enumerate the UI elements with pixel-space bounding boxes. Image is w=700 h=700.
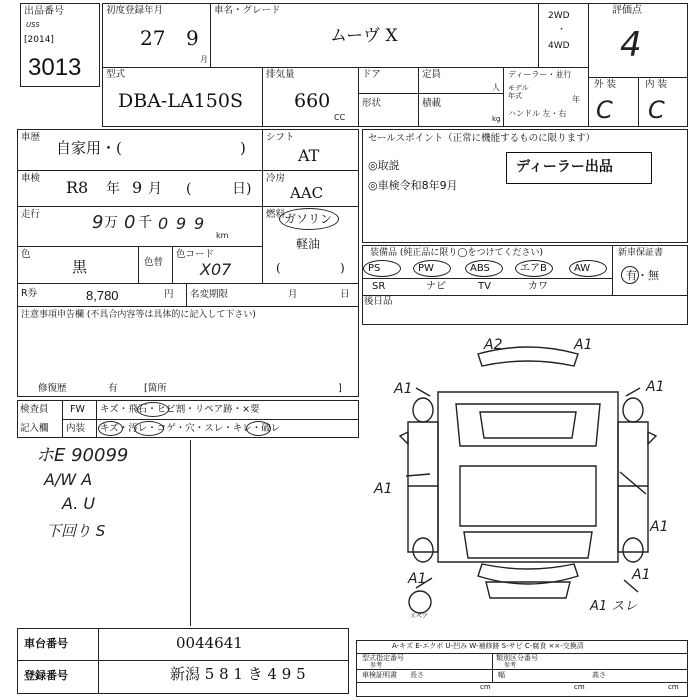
ac-value: AAC <box>290 184 324 202</box>
capacity-unit: 人 <box>492 83 500 92</box>
grade-ext-label: 外 装 <box>594 79 617 90</box>
color-value: 黒 <box>72 258 88 276</box>
notes-label: 注意事項申告欄 (不具合内容等は具体的に記入して下さい) <box>21 310 256 320</box>
reg-year: 27 <box>140 26 166 50</box>
color-code-label: 色コード <box>176 249 215 260</box>
fuel-circle <box>279 208 339 230</box>
width-unit: cm <box>574 683 585 691</box>
reg-month-unit: 月 <box>200 55 208 64</box>
equip-item: ABS <box>470 263 490 274</box>
cert-label: 車検証明書 <box>362 671 397 679</box>
sales-item-2: ◎車検令和8年9月 <box>368 179 458 192</box>
model-year-unit: 年 <box>572 95 580 104</box>
reg-number-label: 登録番号 <box>24 669 68 682</box>
sales-label: セールスポイント（正常に機能するものに限ります） <box>368 133 596 144</box>
mark-rub <box>246 421 271 436</box>
repair-place-close: ] <box>338 383 342 394</box>
dmg-mark-6: A1 <box>650 519 669 535</box>
length-label: 長さ <box>410 671 424 679</box>
equip-item: エアB <box>520 263 547 274</box>
lot-year: [2014] <box>24 35 54 45</box>
name-change-month: 月 <box>288 289 298 300</box>
category-ref: 参考 <box>504 662 517 669</box>
equip-label: 装備品 (純正品に限り◯をつけてください) <box>370 248 543 258</box>
handnote-2: A/W A <box>44 470 93 489</box>
equip-item-circle <box>569 260 607 277</box>
reg-label: 初度登録年月 <box>106 5 164 16</box>
mileage-d2: 0 <box>124 212 136 233</box>
equip-item-row2: ナビ <box>426 281 446 292</box>
drive-2wd: 2WD <box>548 11 570 21</box>
load-label: 積載 <box>422 98 442 109</box>
dmg-mark-5: A1 <box>374 481 393 497</box>
equip-item: AW <box>574 263 591 274</box>
score-label: 評価点 <box>612 5 642 16</box>
mileage-d1: 9 <box>92 212 104 233</box>
fuel-paren-open: ( <box>276 261 281 275</box>
equip-item-circle <box>363 260 401 277</box>
mileage-u1: 万 <box>104 215 118 231</box>
dmg-mark-2: A1 <box>574 337 593 353</box>
width-label: 幅 <box>498 671 505 679</box>
spare-label: スペア <box>410 613 429 620</box>
dmg-mark-7: A1 <box>408 571 427 587</box>
lot-number: 3013 <box>28 54 82 81</box>
fuel-label: 燃料 <box>266 209 286 220</box>
warranty-label: 新車保証書 <box>618 248 664 258</box>
auction-logo: USS <box>26 21 40 29</box>
history-value: 自家用・( <box>56 139 122 157</box>
mileage-d5: 9 <box>194 214 205 233</box>
mark-scratch <box>98 421 123 436</box>
warranty-value: 有・無 <box>626 269 659 282</box>
record-label: 記入欄 <box>20 423 49 434</box>
drive-4wd: 4WD <box>548 41 570 51</box>
fuel-paren-close: ) <box>340 261 345 275</box>
equip-item-circle <box>465 260 503 277</box>
inspection-era: R8 <box>66 178 89 197</box>
inspection-year-unit: 年 <box>106 181 120 197</box>
color-label: 色 <box>21 249 31 260</box>
dmg-mark-3: A1 <box>394 381 413 397</box>
equip-item-circle <box>413 260 451 277</box>
reg-number-value: 新潟 5 8 1 き 4 9 5 <box>170 665 306 683</box>
recycle-value: 8,780 <box>86 288 119 303</box>
recycle-label: R券 <box>21 288 38 299</box>
mark-chipping <box>137 402 169 417</box>
mileage-unit: km <box>216 231 229 240</box>
model-designation-ref: 参考 <box>370 662 383 669</box>
inspector-row-1: キズ・飛石・ヒビ割・リペア跡・×要 <box>100 404 260 415</box>
shift-value: AT <box>298 146 320 165</box>
warranty-circle <box>621 266 639 284</box>
lot-label: 出品番号 <box>24 6 64 17</box>
color-code: X07 <box>200 260 232 279</box>
equip-item-row2: カワ <box>528 281 548 292</box>
length-unit: cm <box>480 683 491 691</box>
repair-place: [箇所 <box>144 383 167 394</box>
model-designation-label: 型式指定番号 <box>362 654 404 662</box>
history-label: 車歴 <box>21 132 41 143</box>
grade-ext-value: C <box>596 96 613 124</box>
mark-dirt <box>134 421 164 436</box>
mileage-u2: 千 <box>138 215 152 231</box>
ac-label: 冷房 <box>266 173 286 184</box>
history-close: ) <box>240 139 246 157</box>
fuel-gasoline: ガソリン <box>284 212 333 226</box>
engine-label: 排気量 <box>266 69 295 80</box>
equip-item: PW <box>418 263 434 274</box>
shift-label: シフト <box>266 132 295 143</box>
mileage-d4: 9 <box>176 214 187 233</box>
recycle-unit: 円 <box>164 289 174 300</box>
inspector-label: 検査員 <box>20 404 49 415</box>
handnote-4: 下回り S <box>46 522 106 540</box>
inspection-day-unit: 日) <box>232 181 252 197</box>
dealer-badge-text: ディーラー出品 <box>516 159 613 175</box>
mileage-d3: 0 <box>158 214 169 233</box>
inspection-label: 車検 <box>21 173 41 184</box>
equip-item-circle <box>515 260 553 277</box>
dmg-mark-8: A1 <box>632 567 651 583</box>
load-unit: kg <box>492 115 501 123</box>
fuel-diesel: 軽油 <box>296 237 321 251</box>
category-label: 類別区分番号 <box>496 654 538 662</box>
color-change-label: 色替 <box>144 257 164 268</box>
sales-item-1: ◎取説 <box>368 159 400 172</box>
grade-int-value: C <box>648 96 665 124</box>
repair-value: 有 <box>108 383 118 394</box>
legend-text: A-キズ E-エクボ U-凹み W-補修跡 S-サビ C-腐食 ××-交換済 <box>392 642 584 650</box>
engine-unit: CC <box>334 113 346 122</box>
name-change-label: 名変期限 <box>190 289 229 300</box>
car-name: ムーヴ X <box>330 26 398 46</box>
fw-label: FW <box>70 404 85 415</box>
dealer-label: ディーラー・並行 <box>508 70 572 79</box>
chassis-label: 車台番号 <box>24 637 68 650</box>
chassis-value: 0044641 <box>176 634 243 652</box>
reg-month: 9 <box>186 26 199 50</box>
engine-value: 660 <box>294 90 331 112</box>
inspection-day-open: ( <box>186 181 192 197</box>
height-unit: cm <box>668 683 679 691</box>
dmg-mark-1: A2 <box>484 337 503 353</box>
model-value: DBA-LA150S <box>118 90 243 112</box>
name-change-day: 日 <box>340 289 350 300</box>
handle-label: ハンドル 左・右 <box>508 109 567 118</box>
interior-label: 内装 <box>66 423 86 434</box>
drive-dot: ・ <box>557 25 567 35</box>
capacity-label: 定員 <box>422 69 442 80</box>
repair-label: 修復歴 <box>38 383 67 394</box>
model-label: 型式 <box>106 69 126 80</box>
dmg-mark-4: A1 <box>646 379 665 395</box>
inspection-month-unit: 月 <box>148 181 162 197</box>
inspector-row-2: キズ・汚レ・コゲ・穴・スレ・キレ・破レ <box>100 423 281 434</box>
shape-label: 形状 <box>362 98 382 109</box>
later-label: 後日品 <box>364 296 393 307</box>
name-label: 車名・グレード <box>214 5 281 16</box>
handnote-3: A. U <box>62 494 96 513</box>
score-value: 4 <box>620 25 642 65</box>
grade-int-label: 内 装 <box>645 79 668 90</box>
height-label: 高さ <box>592 671 606 679</box>
equip-item-row2: SR <box>372 281 386 292</box>
equip-item: PS <box>368 263 381 274</box>
mileage-label: 走行 <box>21 209 41 220</box>
inspection-month: 9 <box>132 178 143 197</box>
door-label: ドア <box>362 69 381 80</box>
model-year-label: モデル 年式 <box>508 84 529 100</box>
handnote-1: ホE 90099 <box>36 445 129 466</box>
equip-item-row2: TV <box>478 281 491 292</box>
dmg-mark-9: A1 スレ <box>590 599 638 614</box>
